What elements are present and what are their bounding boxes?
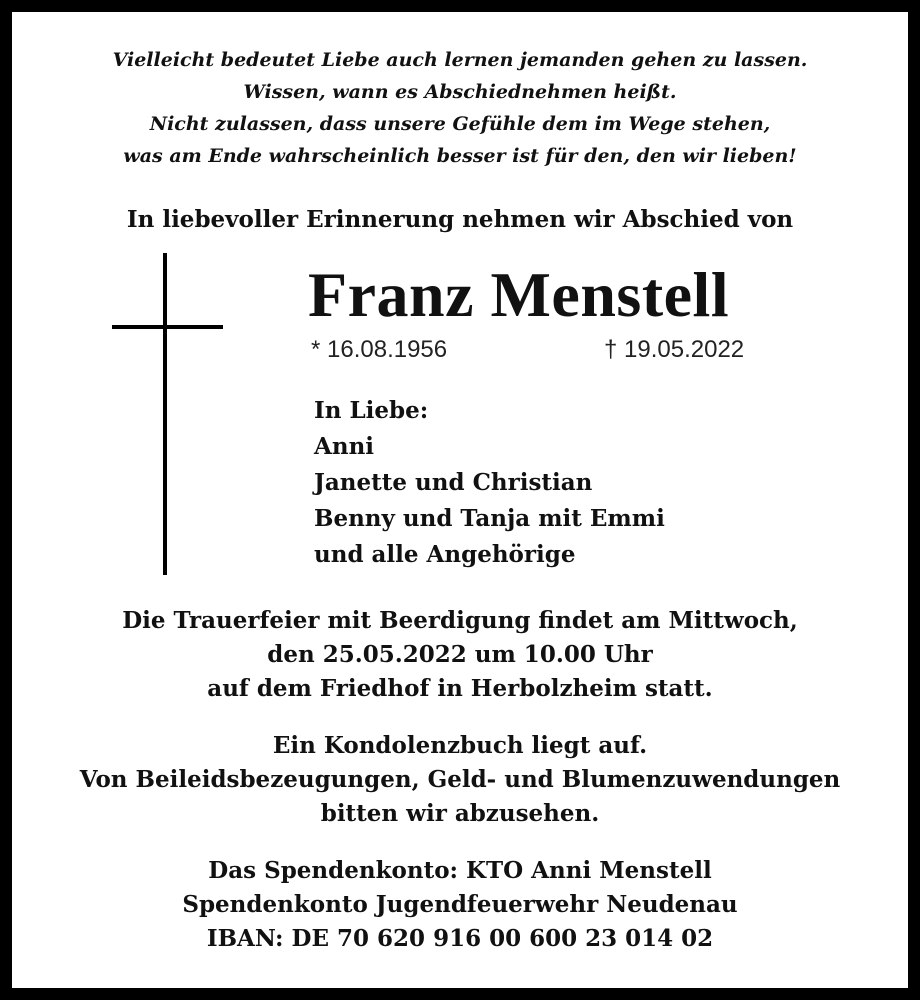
service-line: den 25.05.2022 um 10.00 Uhr [267,641,653,668]
poem [0,44,920,172]
mourner: Benny und Tanja mit Emmi [314,505,665,532]
mourners-heading: In Liebe: [314,397,429,424]
cross-icon-bar [112,325,223,329]
cross-icon [163,253,167,575]
condolence-info [0,729,920,831]
mourners-list [314,393,665,573]
poem-line: was am Ende wahrscheinlich besser ist für den, den wir lieben! [123,145,797,167]
death-date: † 19.05.2022 [604,336,745,363]
donation-line: Das Spendenkonto: KTO Anni Menstell [208,857,712,884]
poem-line: Wissen, wann es Abschiednehmen heißt. [243,81,677,103]
service-line: Die Trauerfeier mit Beerdigung findet am Mittwoch, [122,607,798,634]
donation-info [0,854,920,956]
deceased-name: Franz Menstell [308,259,730,330]
service-line: auf dem Friedhof in Herbolzheim statt. [207,675,713,702]
poem-line: Nicht zulassen, dass unsere Gefühle dem im Wege stehen, [149,113,771,135]
birth-date: * 16.08.1956 [311,336,448,363]
condolence-line: Ein Kondolenzbuch liegt auf. [272,732,648,759]
mourner: Janette und Christian [314,469,593,496]
condolence-line: bitten wir abzusehen. [320,800,600,827]
donation-line: Spendenkonto Jugendfeuerwehr Neudenau [182,891,738,918]
condolence-line: Von Beileidsbezeugungen, Geld- und Blumenzuwendungen [79,766,841,793]
funeral-service-info [0,604,920,706]
intro-text: In liebevoller Erinnerung nehmen wir Abschied von [126,206,794,233]
donation-iban: IBAN: DE 70 620 916 00 600 23 014 02 [206,925,714,952]
mourner: Anni [314,433,375,460]
poem-line: Vielleicht bedeutet Liebe auch lernen jemanden gehen zu lassen. [112,49,808,71]
mourner: und alle Angehörige [314,541,576,568]
